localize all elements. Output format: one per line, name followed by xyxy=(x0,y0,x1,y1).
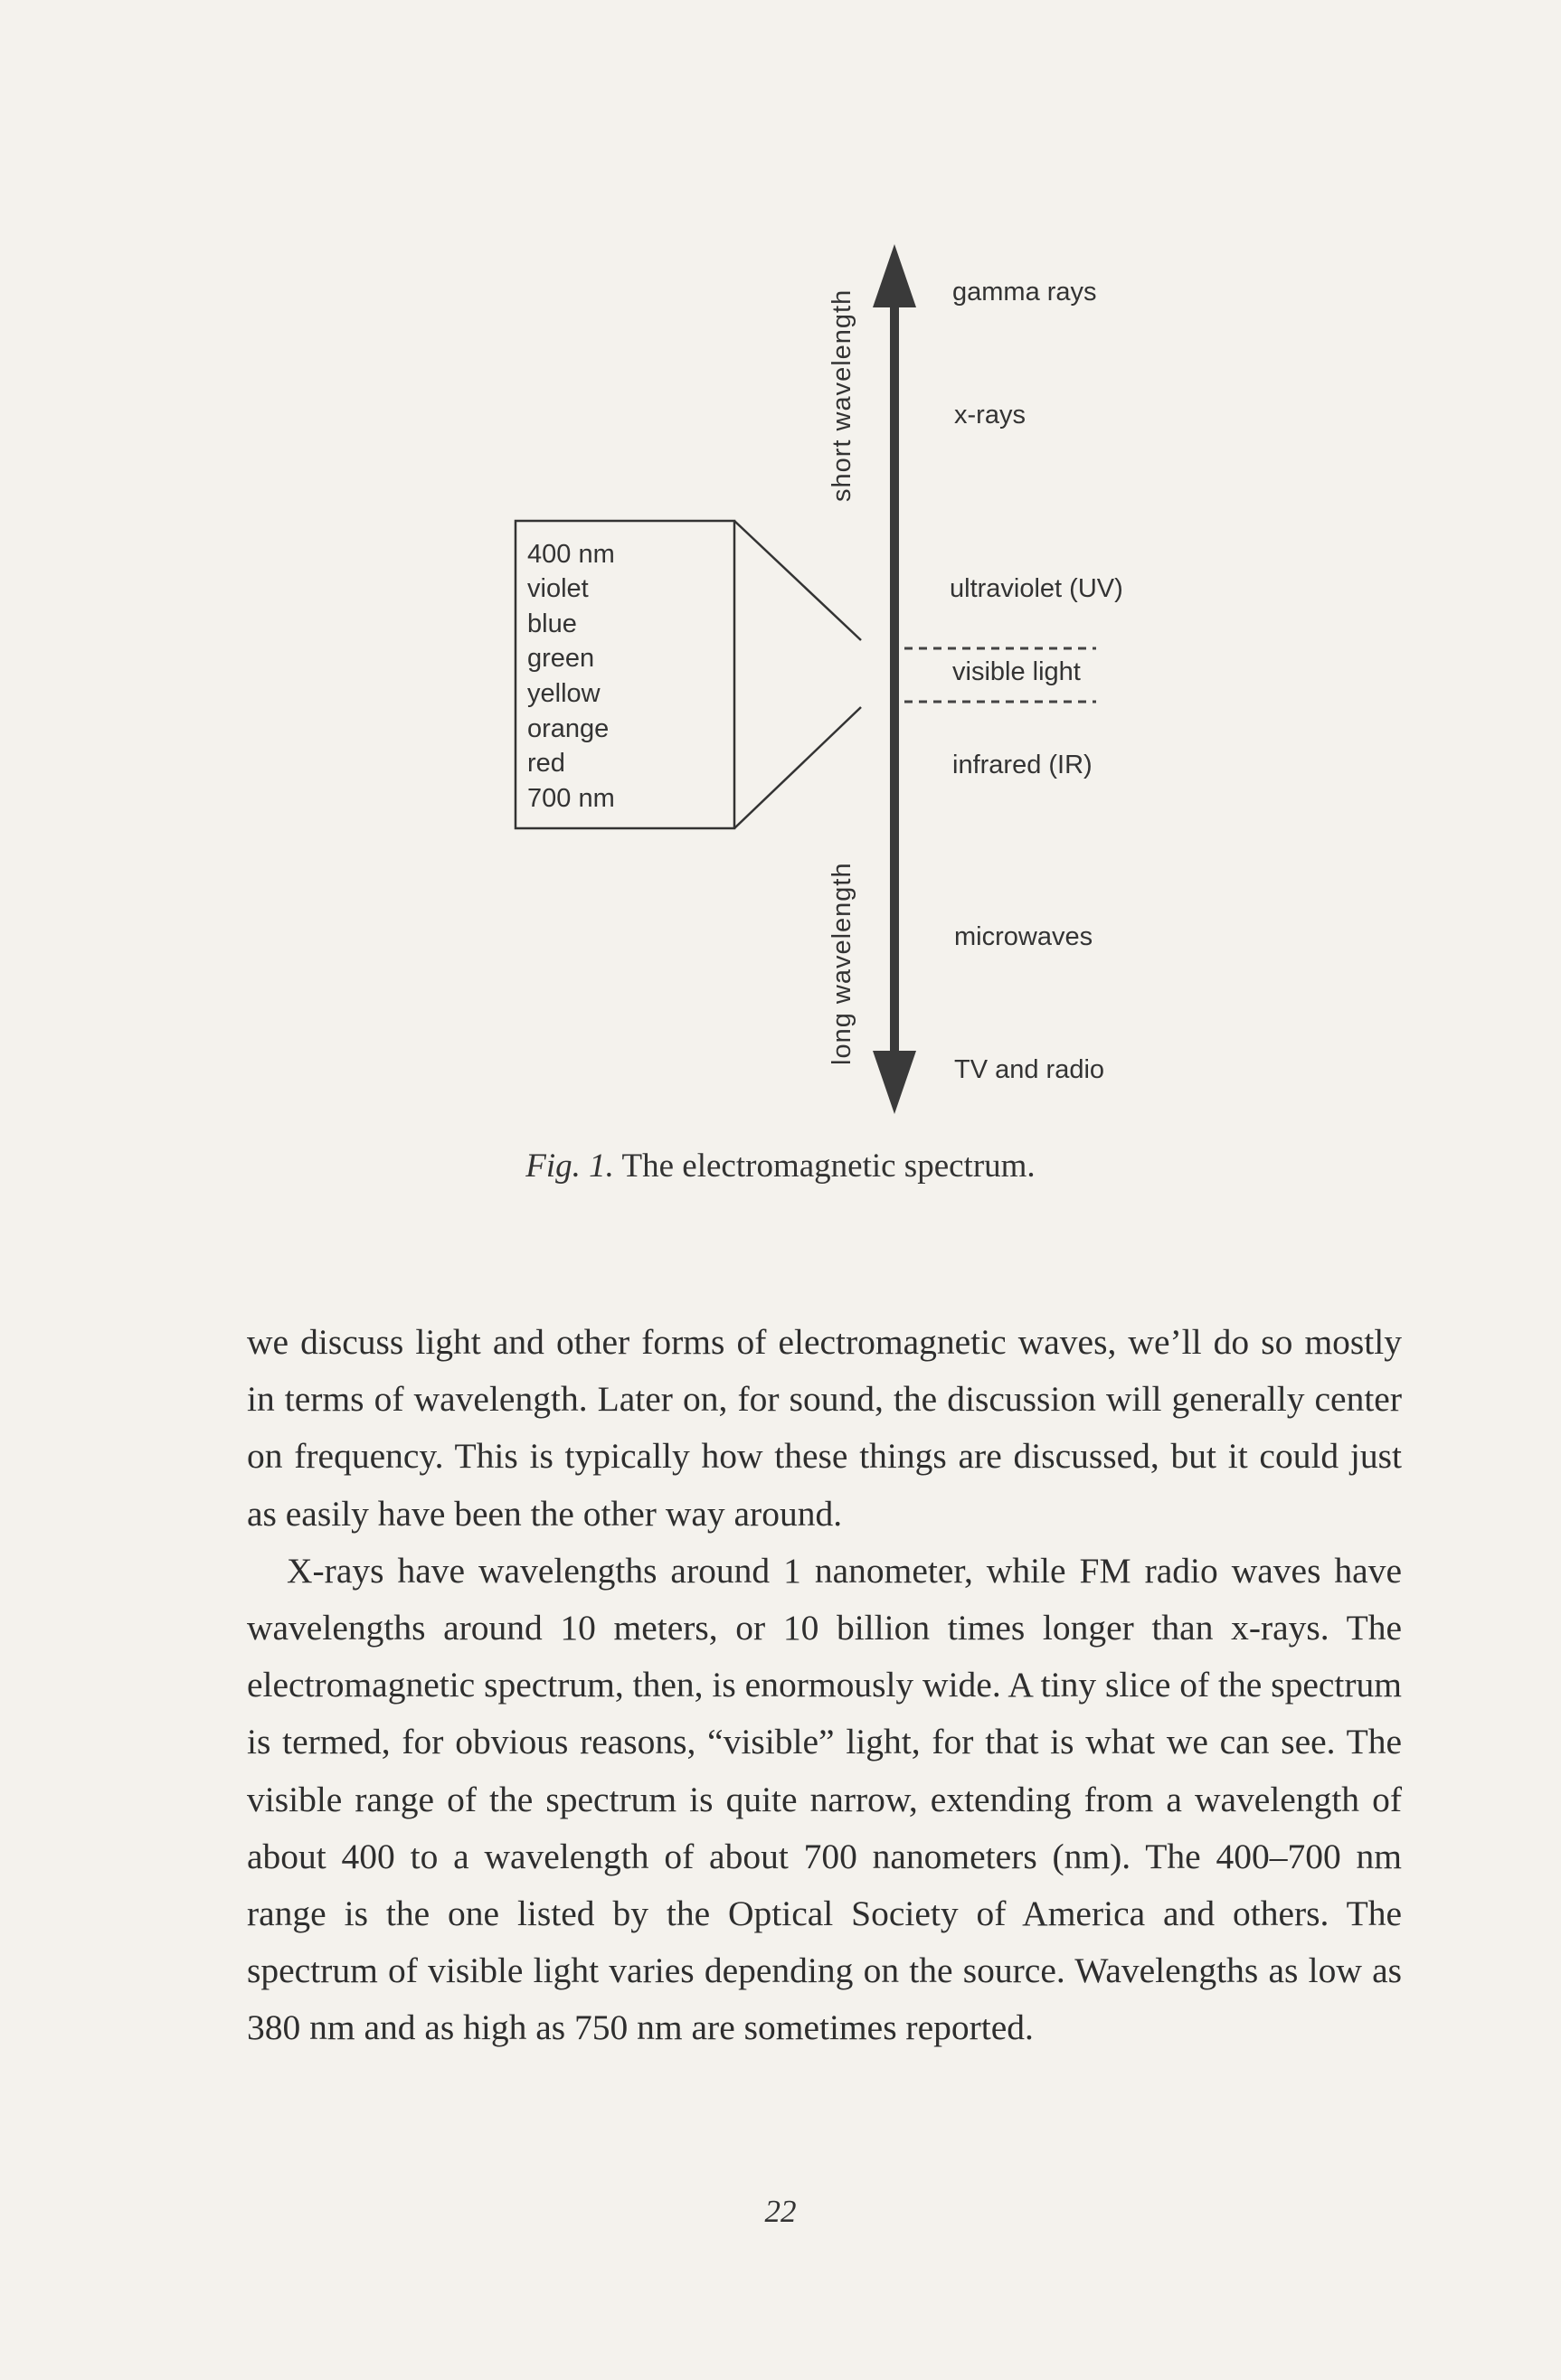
electromagnetic-spectrum-figure xyxy=(0,0,1561,1130)
body-paragraph: X-rays have wavelengths around 1 nanometer, while FM radio waves have wavelengths around 10 meters, or 10 billion times longer than x-rays. The electromagnetic spectrum, then, is enormously wide. A tiny slice of the spectrum is termed, for obvious reasons, “visible” light, for that is what we can see. The visible range of the spectrum is quite narrow, extending from a wavelength of about 400 to a wavelength of about 700 nanometers (nm). The 400–700 nm range is the one listed by the Optical Society of America and others. The spectrum of visible light varies depending on the source. Wavelengths as low as 380 nm and as high as 750 nm are sometimes reported. xyxy=(247,1550,1402,2048)
arrow-head-up xyxy=(873,244,916,307)
breakdown-item: blue xyxy=(527,609,577,638)
body-paragraph: we discuss light and other forms of electromagnetic waves, we’ll do so mostly in terms of wavelength. Later on, for sound, the discussion will generally center on frequency. This is typically how these things are discussed, but it could just as easily have been the other way around. xyxy=(247,1322,1402,1534)
band-label: gamma rays xyxy=(952,278,1097,307)
body-text xyxy=(247,1314,1402,2057)
band-label: infrared (IR) xyxy=(952,751,1093,779)
axis-label-short-wavelength: short wavelength xyxy=(828,288,856,502)
axis-label-long-wavelength: long wavelength xyxy=(828,862,856,1065)
zoom-lines xyxy=(734,521,861,828)
spectrum-axis-arrow xyxy=(873,244,916,1114)
band-label: x-rays xyxy=(954,401,1026,430)
figure-caption xyxy=(0,1147,1561,1185)
band-label: microwaves xyxy=(954,922,1093,951)
breakdown-item: orange xyxy=(527,714,610,743)
arrow-head-down xyxy=(873,1051,916,1114)
breakdown-item: 400 nm xyxy=(527,540,615,569)
page-number: 22 xyxy=(764,2194,797,2229)
band-label: visible light xyxy=(952,657,1081,686)
breakdown-item: violet xyxy=(527,574,589,603)
zoom-line-lower xyxy=(734,707,861,828)
figure-caption-text: The electromagnetic spectrum. xyxy=(621,1148,1036,1185)
band-label: ultraviolet (UV) xyxy=(950,574,1123,603)
breakdown-item: red xyxy=(527,749,565,778)
zoom-line-upper xyxy=(734,521,861,640)
breakdown-item: yellow xyxy=(527,679,601,708)
visible-breakdown-list xyxy=(527,540,615,813)
figure-caption-label: Fig. 1. xyxy=(525,1148,614,1185)
band-label: TV and radio xyxy=(954,1055,1105,1084)
breakdown-item: green xyxy=(527,644,595,673)
breakdown-item: 700 nm xyxy=(527,784,615,813)
band-labels xyxy=(950,278,1123,1084)
